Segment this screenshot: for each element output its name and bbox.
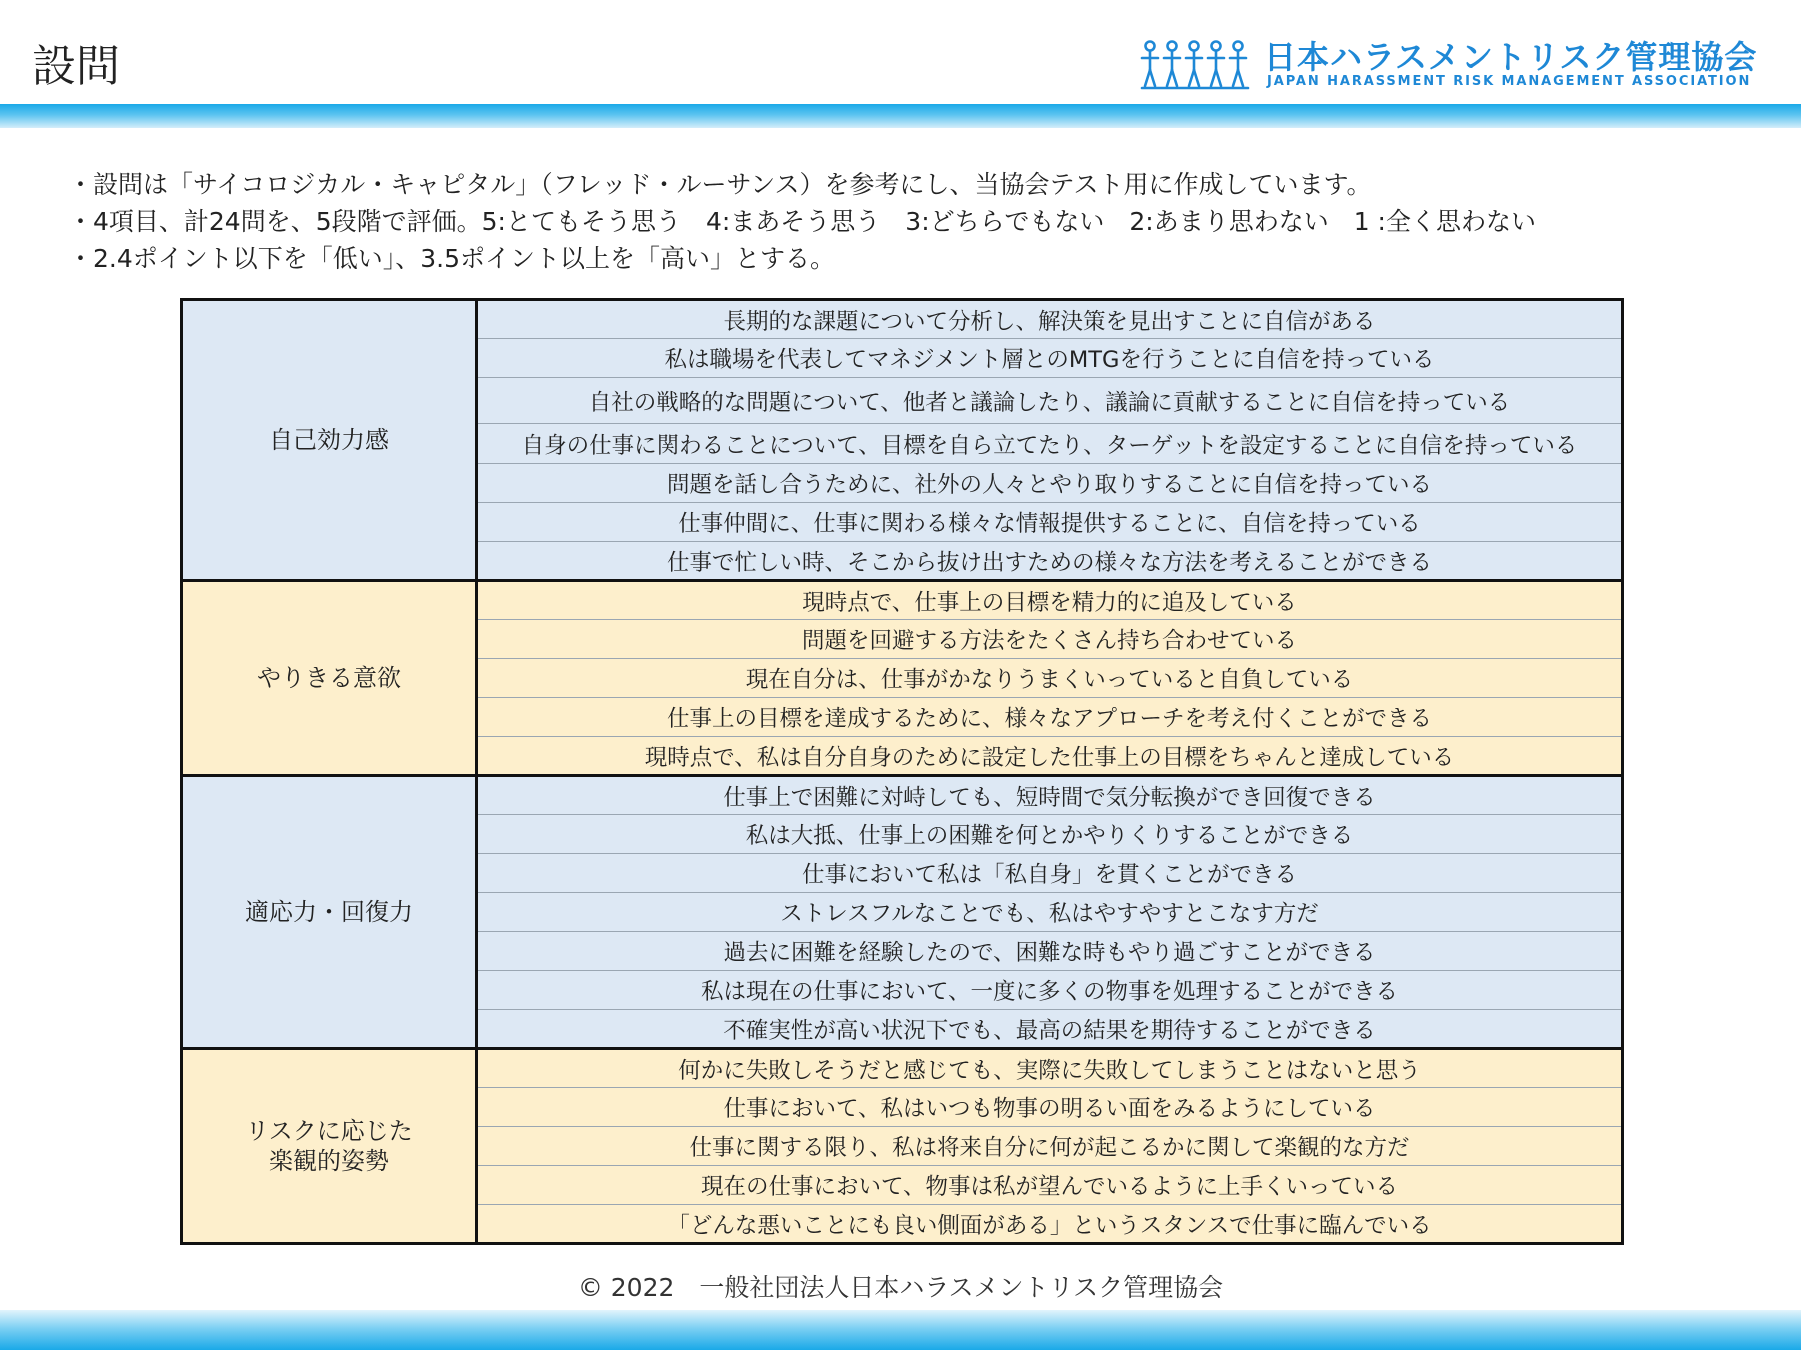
question-cell: 問題を話し合うために、社外の人々とやり取りすることに自信を持っている <box>477 464 1623 503</box>
category-cell: やりきる意欲 <box>182 581 477 776</box>
header-band <box>0 104 1801 128</box>
logo-name: 日本ハラスメントリスク管理協会 <box>1264 38 1758 76</box>
note-line: ・4項目、計24問を、5段階で評価。5:とてもそう思う 4:まあそう思う 3:どちらでもない 2:あまり思わない 1 :全く思わない <box>68 207 1536 236</box>
notes <box>68 166 1536 277</box>
question-cell: 仕事上の目標を達成するために、様々なアプローチを考え付くことができる <box>477 698 1623 737</box>
page-title: 設問 <box>32 41 120 92</box>
question-cell: 現時点で、私は自分自身のために設定した仕事上の目標をちゃんと達成している <box>477 737 1623 776</box>
question-cell: 仕事で忙しい時、そこから抜け出すための様々な方法を考えることができる <box>477 542 1623 581</box>
question-cell: 現在の仕事において、物事は私が望んでいるように上手くいっている <box>477 1166 1623 1205</box>
question-cell: 仕事仲間に、仕事に関わる様々な情報提供することに、自信を持っている <box>477 503 1623 542</box>
association-logo <box>1140 34 1760 96</box>
question-cell: 長期的な課題について分析し、解決策を見出すことに自信がある <box>477 300 1623 339</box>
question-cell: 問題を回避する方法をたくさん持ち合わせている <box>477 620 1623 659</box>
question-cell: 仕事において、私はいつも物事の明るい面をみるようにしている <box>477 1088 1623 1127</box>
question-cell: 自身の仕事に関わることについて、目標を自ら立てたり、ターゲットを設定することに自信を持っている <box>477 424 1623 464</box>
question-cell: 過去に困難を経験したので、困難な時もやり過ごすことができる <box>477 932 1623 971</box>
table-row <box>182 776 1623 815</box>
question-cell: 仕事に関する限り、私は将来自分に何が起こるかに関して楽観的な方だ <box>477 1127 1623 1166</box>
question-cell: ストレスフルなことでも、私はやすやすとこなす方だ <box>477 893 1623 932</box>
question-cell: 現在自分は、仕事がかなりうまくいっていると自負している <box>477 659 1623 698</box>
question-table <box>180 298 1624 1245</box>
category-cell: 適応力・回復力 <box>182 776 477 1049</box>
question-cell: 何かに失敗しそうだと感じても、実際に失敗してしまうことはないと思う <box>477 1049 1623 1088</box>
table-row <box>182 1049 1623 1088</box>
note-line: ・設問は「サイコロジカル・キャピタル」（フレッド・ルーサンス）を参考にし、当協会テスト用に作成しています。 <box>68 170 1372 199</box>
question-cell: 私は職場を代表してマネジメント層とのMTGを行うことに自信を持っている <box>477 339 1623 378</box>
category-name-line: リスクに応じた <box>245 1117 413 1145</box>
people-logo-icon <box>1140 38 1250 90</box>
table-row <box>182 300 1623 339</box>
question-cell: 現時点で、仕事上の目標を精力的に追及している <box>477 581 1623 620</box>
question-cell: 仕事上で困難に対峙しても、短時間で気分転換ができ回復できる <box>477 776 1623 815</box>
logo-subtitle: JAPAN HARASSMENT RISK MANAGEMENT ASSOCIATION <box>1267 74 1752 89</box>
question-cell: 私は大抵、仕事上の困難を何とかやりくりすることができる <box>477 815 1623 854</box>
footer-band <box>0 1310 1801 1350</box>
category-cell: 自己効力感 <box>182 300 477 581</box>
category-name-line: 楽観的姿勢 <box>269 1147 389 1175</box>
category-cell <box>182 1049 477 1244</box>
question-cell: 仕事において私は「私自身」を貫くことができる <box>477 854 1623 893</box>
copyright-footer: © 2022 一般社団法人日本ハラスメントリスク管理協会 <box>577 1273 1224 1302</box>
note-line: ・2.4ポイント以下を「低い」、3.5ポイント以上を「高い」とする。 <box>68 244 836 273</box>
question-cell: 「どんな悪いことにも良い側面がある」というスタンスで仕事に臨んでいる <box>477 1205 1623 1244</box>
table-row <box>182 581 1623 620</box>
question-cell: 不確実性が高い状況下でも、最高の結果を期待することができる <box>477 1010 1623 1049</box>
question-cell: 私は現在の仕事において、一度に多くの物事を処理することができる <box>477 971 1623 1010</box>
question-cell: 自社の戦略的な問題について、他者と議論したり、議論に貢献することに自信を持っている <box>477 378 1623 424</box>
